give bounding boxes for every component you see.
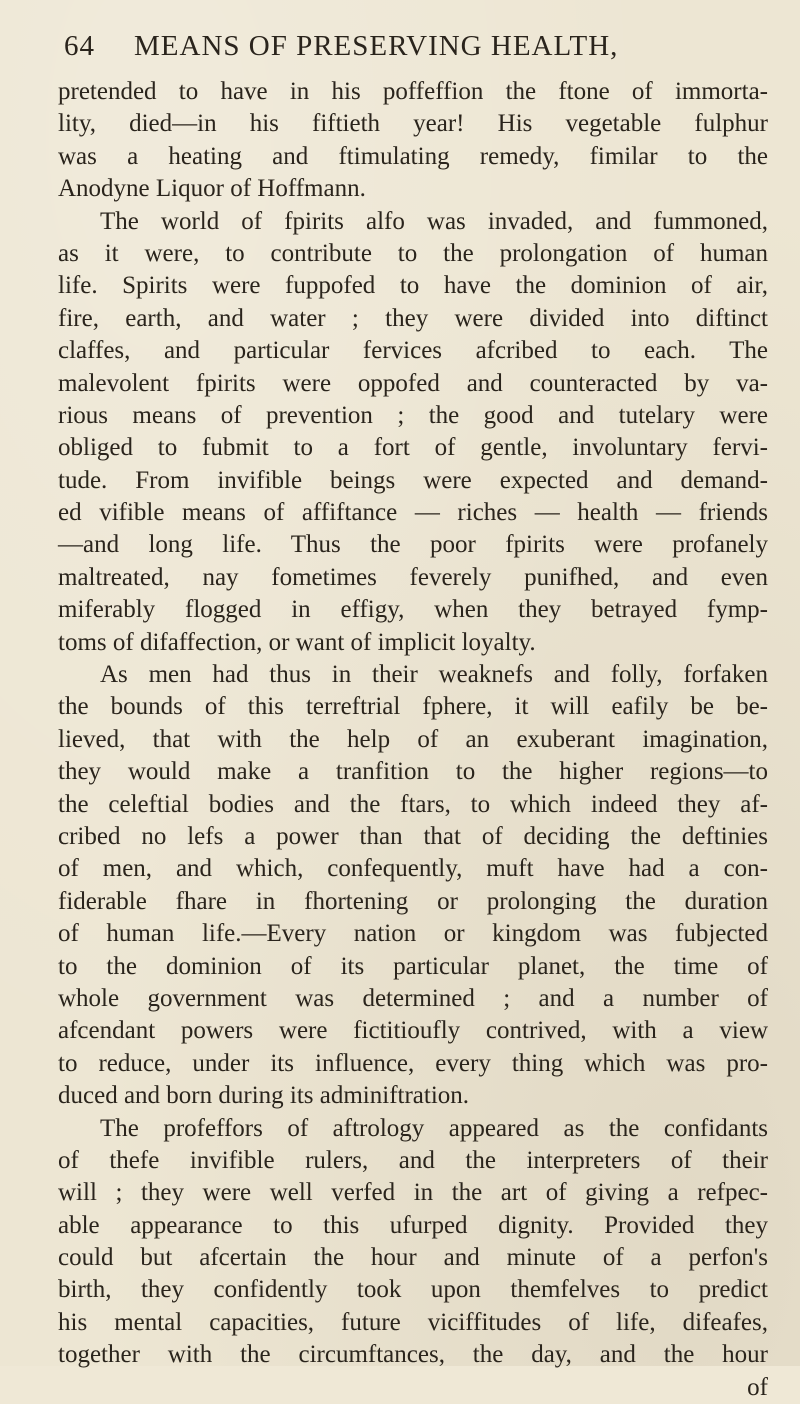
text-line: the celeftial bodies and the ftars, to which indeed they af- bbox=[58, 790, 768, 818]
text-line: maltreated, nay fometimes feverely punifhed, and even bbox=[58, 563, 768, 591]
text-line: As men had thus in their weaknefs and folly, forfaken bbox=[100, 661, 768, 689]
text-line: obliged to fubmit to a fort of gentle, involuntary fervi- bbox=[58, 434, 768, 462]
text-line: able appearance to this ufurped dignity. Provided they bbox=[58, 1211, 768, 1239]
running-title: MEANS OF PRESERVING HEALTH, bbox=[134, 30, 619, 62]
text-line: tude. From invifible beings were expected and demand- bbox=[58, 466, 768, 494]
text-line: fiderable fhare in fhortening or prolonging the duration bbox=[58, 887, 768, 915]
text-line: of thefe invifible rulers, and the interpreters of their bbox=[58, 1146, 768, 1174]
text-line: rious means of prevention ; the good and tutelary were bbox=[58, 401, 768, 429]
text-line: as it were, to contribute to the prolongation of human bbox=[58, 239, 768, 267]
text-line: to the dominion of its particular planet, the time of bbox=[58, 952, 768, 980]
text-line: the bounds of this terreftrial fphere, it will eafily be be- bbox=[58, 693, 768, 721]
text-line: birth, they confidently took upon themfelves to predict bbox=[58, 1276, 768, 1304]
text-line: —and long life. Thus the poor fpirits were profanely bbox=[58, 531, 768, 559]
text-line: lity, died—in his fiftieth year! His vegetable fulphur bbox=[58, 110, 768, 138]
page-number: 64 bbox=[64, 30, 95, 62]
text-line: toms of difaffection, or want of implicit loyalty. bbox=[58, 628, 536, 656]
text-line: malevolent fpirits were oppofed and counteracted by va- bbox=[58, 369, 768, 397]
text-line: together with the circumftances, the day, and the hour bbox=[58, 1341, 768, 1369]
text-line: lieved, that with the help of an exuberant imagination, bbox=[58, 725, 768, 753]
text-line: pretended to have in his poffeffion the ftone of immorta- bbox=[58, 78, 768, 105]
text-line: of men, and which, confequently, muft have had a con- bbox=[58, 855, 768, 883]
text-line: life. Spirits were fuppofed to have the dominion of air, bbox=[58, 272, 768, 300]
text-line: his mental capacities, future viciffitudes of life, difeafes, bbox=[58, 1308, 768, 1336]
text-line: ed vifible means of affiftance — riches — health — friends bbox=[58, 499, 768, 527]
catchword: of bbox=[747, 1373, 768, 1401]
text-line: they would make a tranfition to the higher regions—to bbox=[58, 758, 768, 786]
text-line: afcendant powers were fictitioufly contrived, with a view bbox=[58, 1017, 768, 1045]
text-line: whole government was determined ; and a number of bbox=[58, 984, 768, 1012]
running-head bbox=[50, 30, 770, 70]
text-line: duced and born during its adminiftration. bbox=[58, 1082, 470, 1110]
text-line: will ; they were well verfed in the art of giving a refpec- bbox=[58, 1179, 768, 1207]
text-line: to reduce, under its influence, every thing which was pro- bbox=[58, 1049, 768, 1077]
body-text bbox=[58, 76, 768, 1404]
text-line: fire, earth, and water ; they were divided into diftinct bbox=[58, 304, 768, 332]
text-line: was a heating and ftimulating remedy, fimilar to the bbox=[58, 142, 768, 170]
text-line: miferably flogged in effigy, when they betrayed fymp- bbox=[58, 596, 768, 624]
text-line: Anodyne Liquor of Hoffmann. bbox=[58, 175, 366, 203]
text-line: The world of fpirits alfo was invaded, and fummoned, bbox=[100, 207, 768, 235]
text-line: of human life.—Every nation or kingdom was fubjected bbox=[58, 920, 768, 948]
text-line: The profeffors of aftrology appeared as the confidants bbox=[100, 1114, 768, 1142]
text-line: claffes, and particular fervices afcribed to each. The bbox=[58, 337, 768, 365]
text-line: cribed no lefs a power than that of deciding the deftinies bbox=[58, 822, 768, 850]
text-line: could but afcertain the hour and minute of a perfon's bbox=[58, 1244, 768, 1272]
